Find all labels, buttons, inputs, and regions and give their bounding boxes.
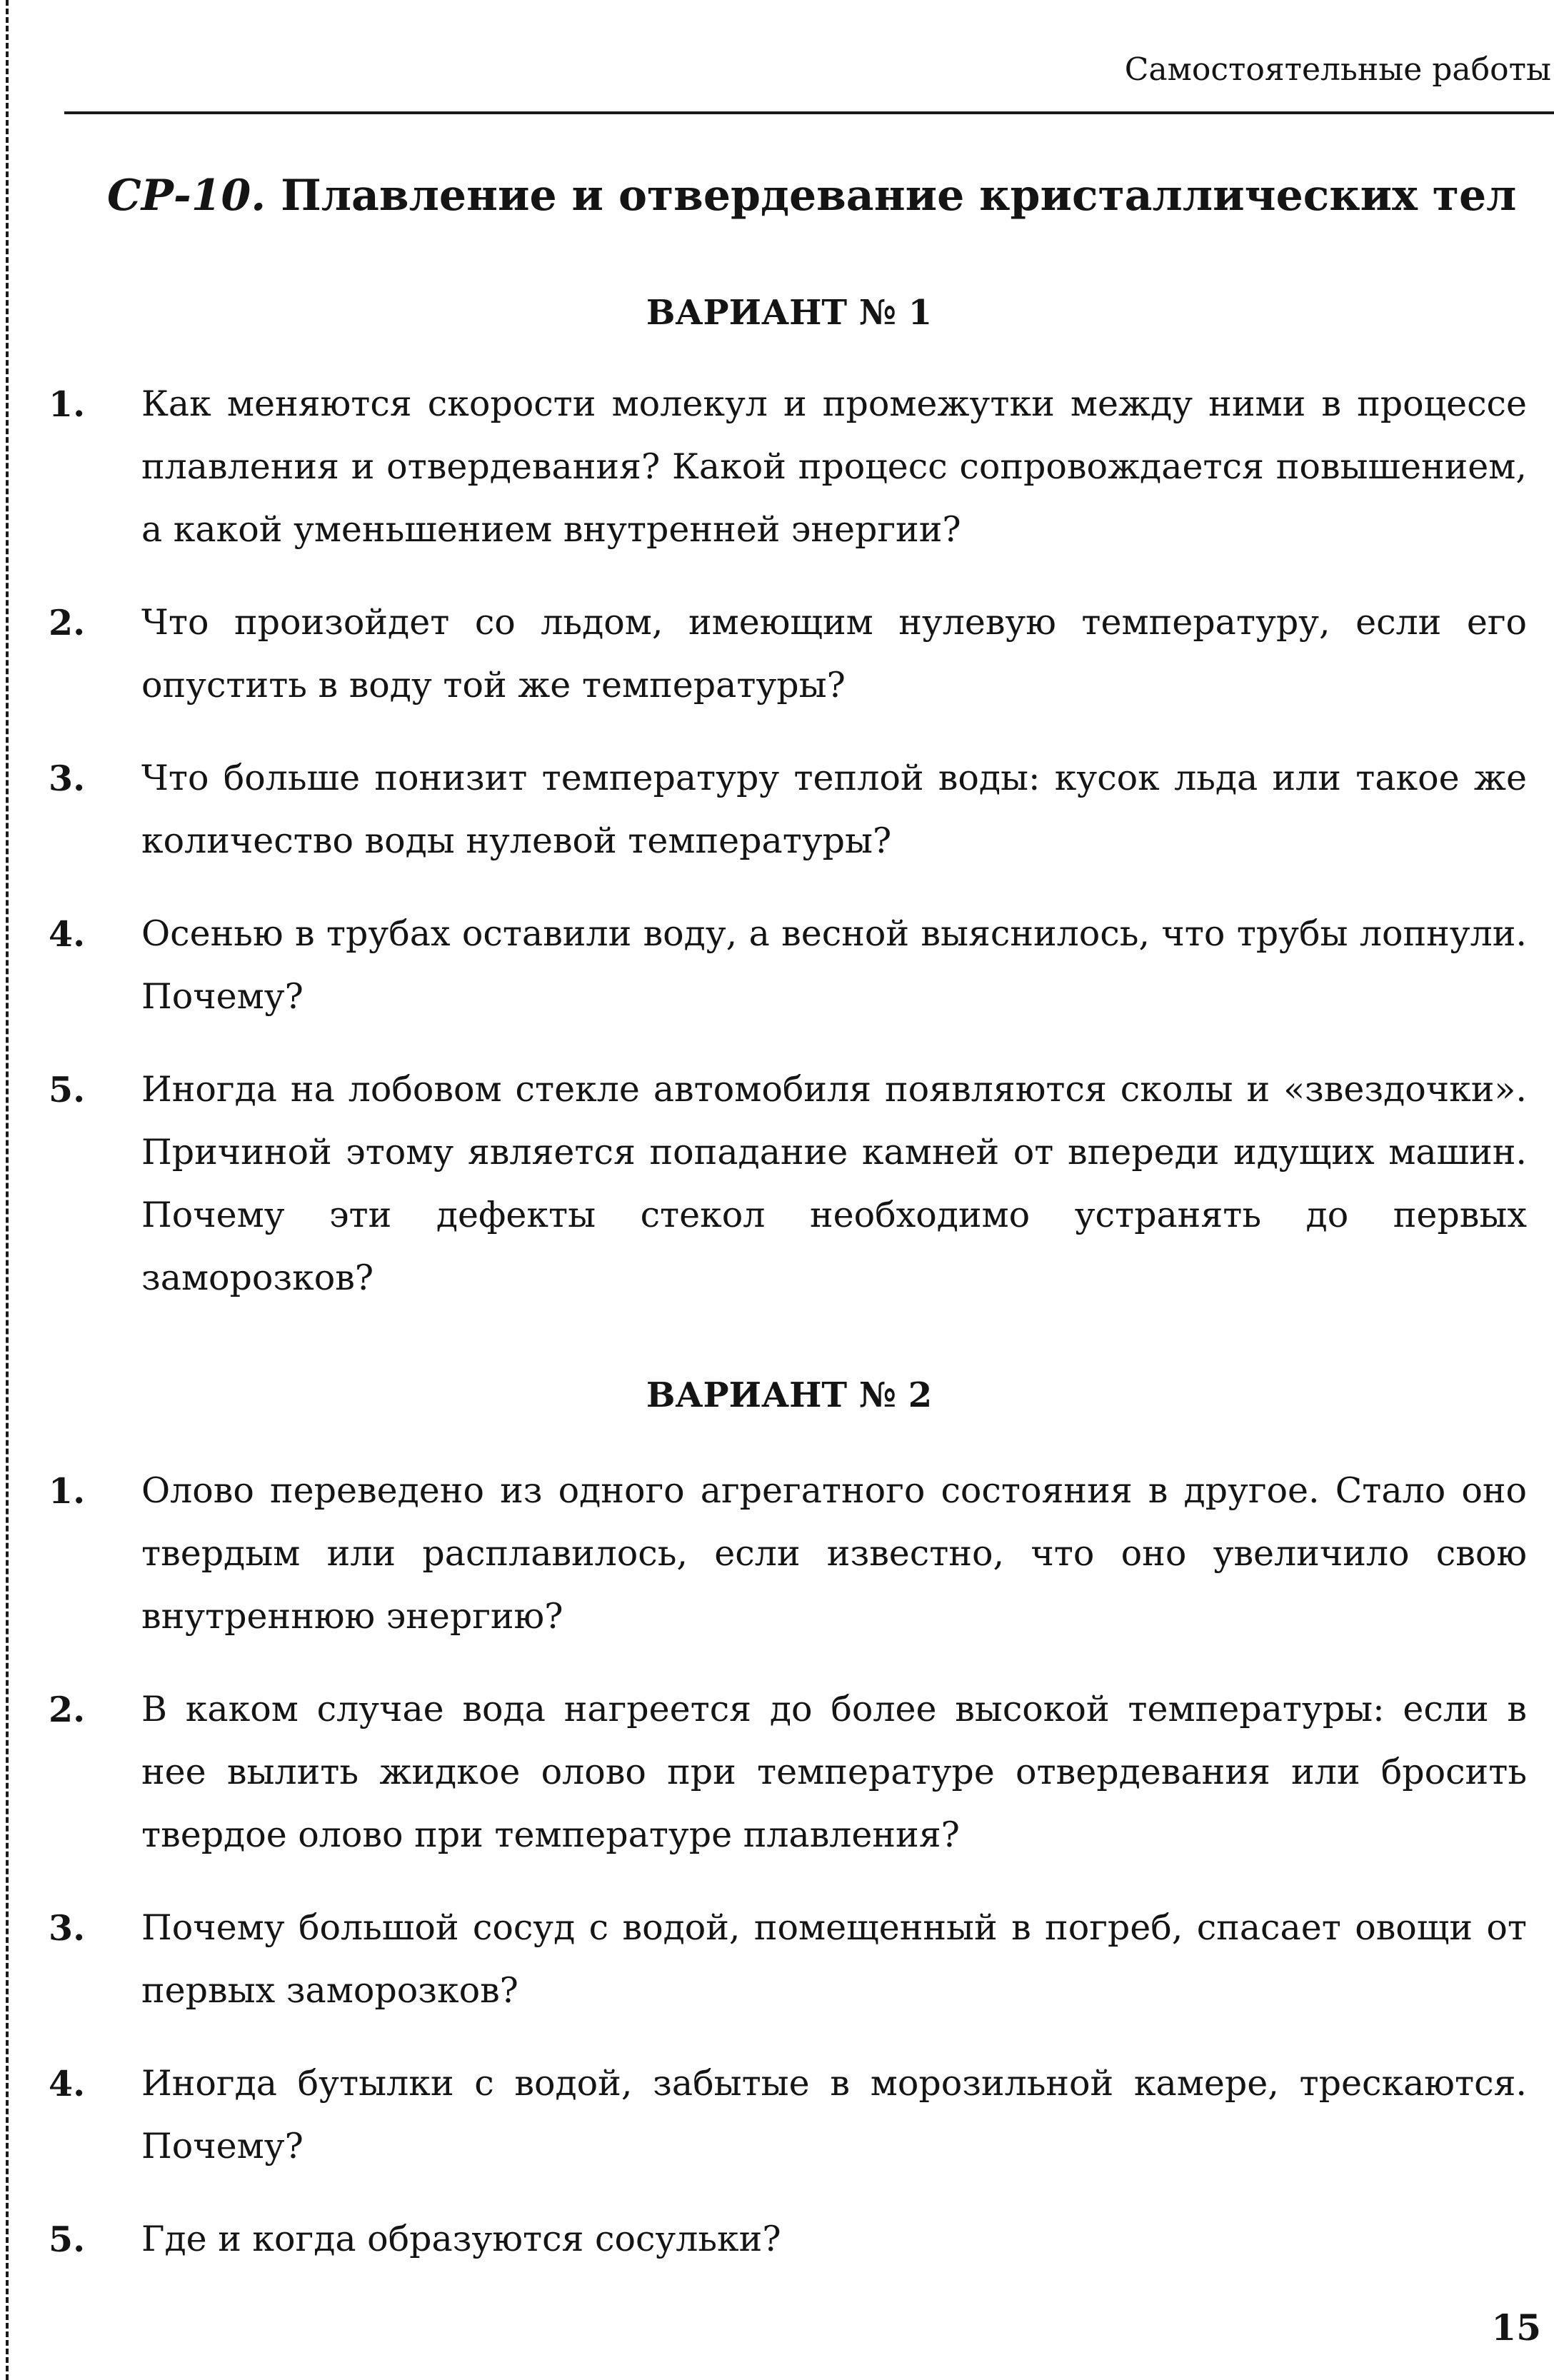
question-item [49,2052,1527,2178]
variant-1-questions [49,373,1527,1310]
question-item [49,373,1527,561]
question-text: В каком случае вода нагреется до более высокой температуры: если в нее вылить жидкое олово при температуре отвердевания или бросить твердое олово при температуре плавления? [141,1689,1527,1855]
question-item [49,1058,1527,1310]
question-item [49,1897,1527,2022]
question-number: 1. [49,1470,86,1512]
question-item [49,1678,1527,1867]
title-text: Плавление и отвердевание кристаллических тел [281,171,1517,221]
running-header: Самостоятельные работы [1124,51,1551,88]
question-text: Олово переведено из одного агрегатного состояния в другое. Стало оно твердым или расплавилось, если известно, что оно увеличило свою внутреннюю энергию? [141,1470,1527,1637]
question-item [49,903,1527,1028]
question-text: Что больше понизит температуру теплой воды: кусок льда или такое же количество воды нулевой температуры? [141,758,1527,861]
question-text: Как меняются скорости молекул и промежутки между ними в процессе плавления и отвердевания? Какой процесс сопровождается повышением, а какой уменьшением внутренней энергии? [141,383,1527,550]
question-text: Иногда бутылки с водой, забытые в морозильной камере, трескаются. Почему? [141,2063,1527,2166]
variant-2-heading: ВАРИАНТ № 2 [646,1375,933,1415]
page-title [107,171,1517,221]
question-item [49,747,1527,873]
title-code: СР-10. [107,171,266,221]
question-number: 2. [49,1689,86,1730]
question-number: 5. [49,1069,86,1110]
question-text: Где и когда образуются сосульки? [141,2219,781,2259]
question-number: 2. [49,602,86,643]
header-rule [64,111,1554,114]
cut-line [6,0,9,2380]
question-number: 3. [49,758,86,799]
question-text: Что произойдет со льдом, имеющим нулевую температуру, если его опустить в воду той же температуры? [141,602,1527,706]
question-number: 1. [49,383,86,425]
question-item [49,2208,1527,2271]
variant-2-questions [49,1460,1527,2271]
question-text: Осенью в трубах оставили воду, а весной выяснилось, что трубы лопнули. Почему? [141,913,1527,1017]
question-item [49,1460,1527,1648]
variant-1-heading: ВАРИАНТ № 1 [646,293,933,333]
question-number: 4. [49,2063,86,2104]
question-number: 3. [49,1907,86,1949]
question-text: Почему большой сосуд с водой, помещенный в погреб, спасает овощи от первых заморозков? [141,1907,1527,2011]
question-number: 4. [49,913,86,955]
question-text: Иногда на лобовом стекле автомобиля появляются сколы и «звездочки». Причиной этому является попадание камней от впереди идущих машин. Почему эти дефекты стекол необходимо устранять до первых заморозков? [141,1069,1527,1298]
question-number: 5. [49,2219,86,2260]
page-number: 15 [1491,2306,1541,2349]
question-item [49,591,1527,717]
